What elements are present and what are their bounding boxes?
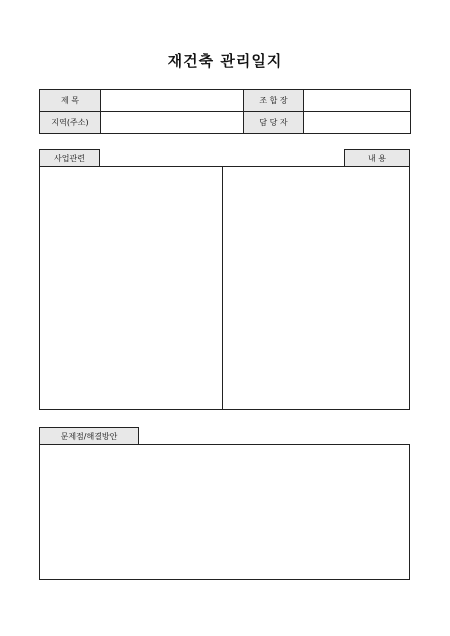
tab-content: 내 용 xyxy=(344,149,410,166)
section1-left-area[interactable] xyxy=(41,168,220,408)
section2-area[interactable] xyxy=(41,446,408,578)
field-manager[interactable] xyxy=(304,112,411,134)
info-row-region xyxy=(40,112,411,134)
page-title: 재건축 관리일지 xyxy=(167,52,283,70)
section1-right-area[interactable] xyxy=(225,168,408,408)
info-row-title xyxy=(40,90,411,112)
field-union-head[interactable] xyxy=(304,90,411,112)
tab-issues: 문제점/해결방안 xyxy=(39,427,139,444)
label-union-head: 조 합 장 xyxy=(244,90,304,112)
label-title: 제 목 xyxy=(40,90,101,112)
field-title[interactable] xyxy=(101,90,244,112)
tab-business: 사업관련 xyxy=(39,149,100,166)
label-manager: 담 당 자 xyxy=(244,112,304,134)
section1-divider xyxy=(222,166,223,410)
info-table xyxy=(39,89,411,134)
label-region: 지역(주소) xyxy=(40,112,101,134)
field-region[interactable] xyxy=(101,112,244,134)
